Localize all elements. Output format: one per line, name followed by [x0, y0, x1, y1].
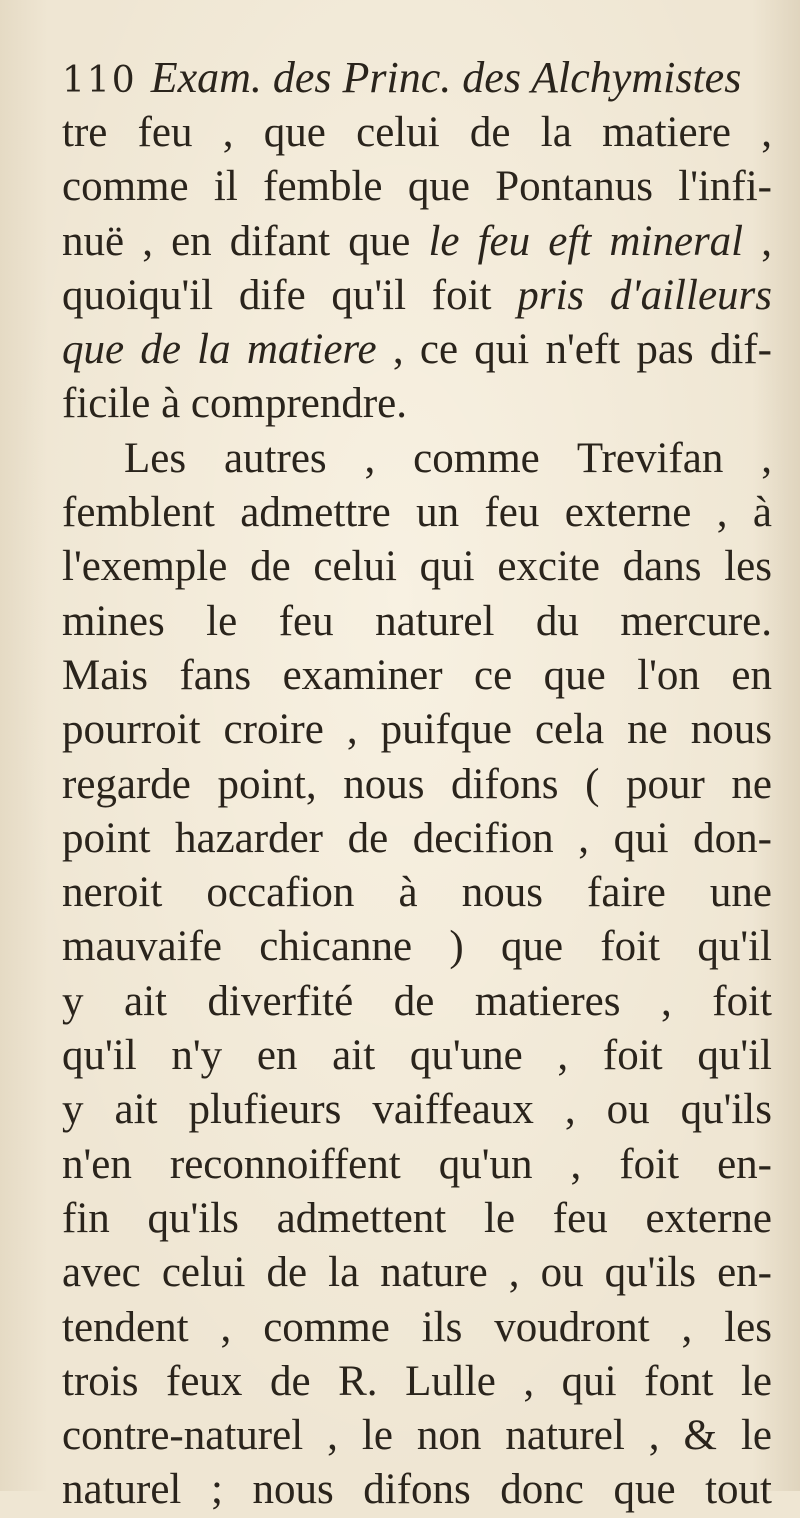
text-line — [62, 215, 772, 269]
text-line: l'exemple de celui qui excite dans les — [62, 543, 772, 591]
text-line — [62, 269, 772, 323]
text-line: naturel ; nous difons donc que tout — [62, 1466, 772, 1514]
text-segment: quoiqu'il dife qu'il foit — [62, 271, 518, 319]
text-line: femblent admettre un feu externe , à — [62, 489, 772, 537]
text-segment: , — [743, 217, 772, 265]
paragraph-start-line: Les autres , comme Trevifan , — [124, 434, 772, 482]
text-line: ficile à comprendre. — [62, 380, 408, 428]
text-line: pourroit croire , puifque cela ne nous — [62, 706, 772, 754]
text-line — [62, 323, 772, 377]
text-line: tendent , comme ils voudront , les — [62, 1303, 772, 1351]
italic-phrase: le feu eft mineral — [428, 217, 744, 265]
text-line: avec celui de la nature , ou qu'ils en- — [62, 1249, 772, 1297]
text-line: contre-naturel , le non naturel , & le — [62, 1412, 772, 1460]
text-line: mines le feu naturel du mercure. — [62, 597, 772, 645]
text-line: tre feu , que celui de la matiere , — [62, 109, 772, 156]
text-segment: , ce qui n'eft pas dif- — [376, 326, 772, 374]
running-title: Exam. des Princ. des Alchymistes — [150, 53, 742, 102]
text-line: fin qu'ils admettent le feu externe — [62, 1194, 772, 1242]
page-header — [62, 52, 741, 104]
text-line: neroit occafion à nous faire une — [62, 869, 772, 917]
text-line: Mais fans examiner ce que l'on en — [62, 651, 772, 699]
text-line: mauvaife chicanne ) que foit qu'il — [62, 923, 772, 971]
text-segment: nuë , en difant que — [62, 217, 429, 265]
text-line: trois feux de R. Lulle , qui font le — [62, 1357, 772, 1405]
text-line: y ait plufieurs vaiffeaux , ou qu'ils — [62, 1086, 772, 1134]
text-line: y ait diverfité de matieres , foit — [62, 977, 772, 1025]
body-text — [62, 106, 772, 1518]
page-number: 110 — [62, 60, 137, 101]
text-line: comme il femble que Pontanus l'infi- — [62, 163, 772, 211]
text-line: point hazarder de decifion , qui don- — [62, 814, 772, 862]
text-line: qu'il n'y en ait qu'une , foit qu'il — [62, 1032, 772, 1080]
text-line: regarde point, nous difons ( pour ne — [62, 760, 772, 808]
italic-phrase: pris d'ailleurs — [517, 271, 772, 319]
text-line: n'en reconnoiffent qu'un , foit en- — [62, 1140, 772, 1188]
italic-phrase: que de la matiere — [62, 326, 377, 374]
